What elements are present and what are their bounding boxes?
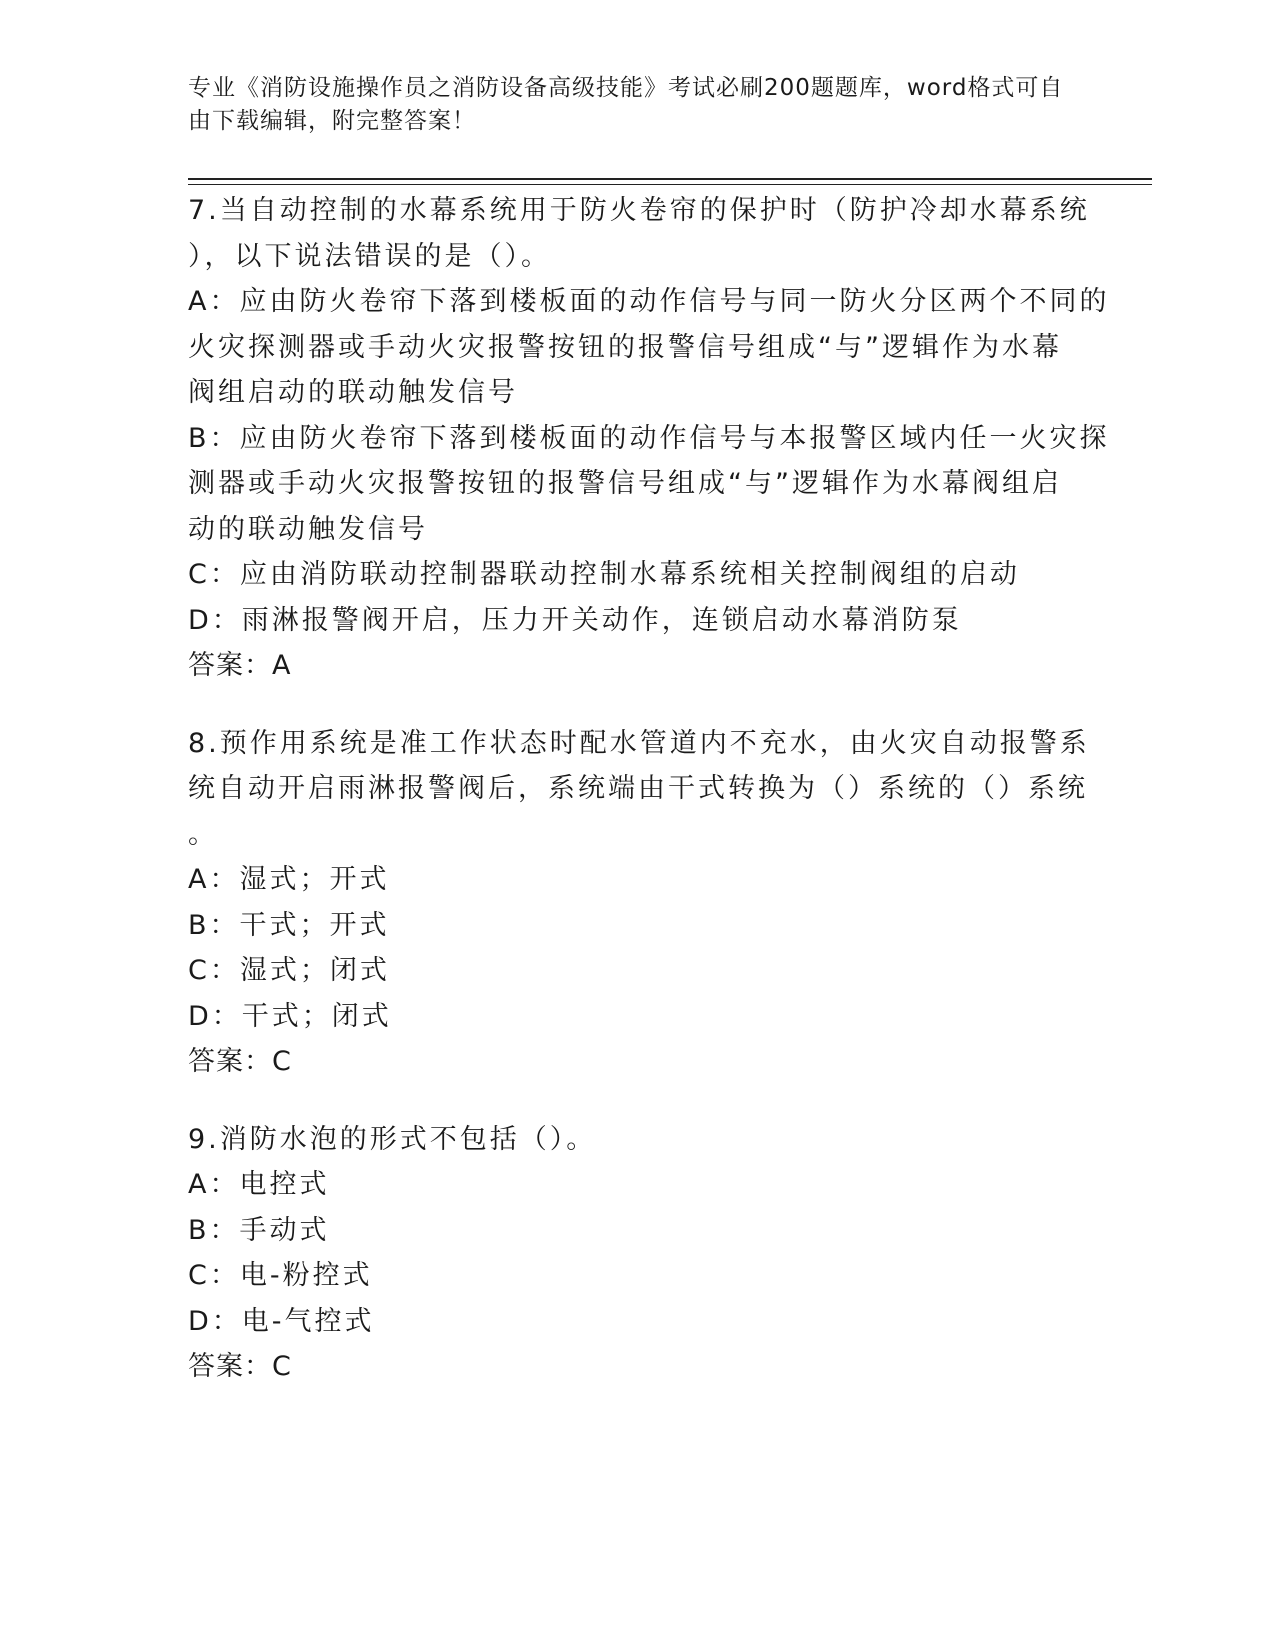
question-item: [188, 188, 1110, 689]
question-item: [188, 721, 1088, 1085]
option-line: D：干式；闭式: [188, 1000, 392, 1032]
question-stem-line: 9.消防水泡的形式不包括（）。: [188, 1123, 597, 1155]
option-line: D：雨淋报警阀开启，压力开关动作，连锁启动水幕消防泵: [188, 604, 962, 636]
option-line: C：电-粉控式: [188, 1260, 373, 1291]
option-line: C：应由消防联动控制器联动控制水幕系统相关控制阀组的启动: [188, 559, 1020, 590]
option-line: B：应由防火卷帘下落到楼板面的动作信号与本报警区域内任一火灾探: [188, 422, 1110, 454]
option-line: 火灾探测器或手动火灾报警按钮的报警信号组成“与”逻辑作为水幕: [188, 331, 1062, 363]
answer-line: 答案：C: [188, 1046, 292, 1077]
question-stem-line: ），以下说法错误的是（）。: [188, 240, 551, 272]
option-line: C：湿式；闭式: [188, 955, 390, 986]
option-line: A：湿式；开式: [188, 864, 390, 895]
question-stem-line: 8.预作用系统是准工作状态时配水管道内不充水，由火灾自动报警系: [188, 727, 1090, 759]
option-line: 动的联动触发信号: [188, 513, 428, 545]
answer-line: 答案：C: [188, 1351, 292, 1382]
question-list: [188, 188, 1110, 1422]
question-stem-line: 7.当自动控制的水幕系统用于防火卷帘的保护时（防护冷却水幕系统: [188, 195, 1090, 226]
question-stem-line: 统自动开启雨淋报警阀后，系统端由干式转换为（）系统的（）系统: [188, 773, 1088, 804]
option-line: A：应由防火卷帘下落到楼板面的动作信号与同一防火分区两个不同的: [188, 286, 1110, 317]
question-item: [188, 1117, 1088, 1390]
header-divider-thick: [188, 178, 1152, 180]
answer-line: 答案：A: [188, 650, 292, 681]
option-line: B：手动式: [188, 1214, 330, 1246]
option-line: A：电控式: [188, 1169, 330, 1200]
option-line: D：电-气控式: [188, 1305, 375, 1337]
option-line: 阀组启动的联动触发信号: [188, 377, 518, 408]
option-line: B：干式；开式: [188, 909, 390, 941]
document-header: 专业《消防设施操作员之消防设备高级技能》考试必刷200题题库，word格式可自由下载编辑，附完整答案！: [188, 75, 1064, 134]
option-line: 测器或手动火灾报警按钮的报警信号组成“与”逻辑作为水幕阀组启: [188, 468, 1062, 499]
question-stem-line: 。: [188, 818, 218, 850]
header-divider-thin: [188, 184, 1152, 185]
